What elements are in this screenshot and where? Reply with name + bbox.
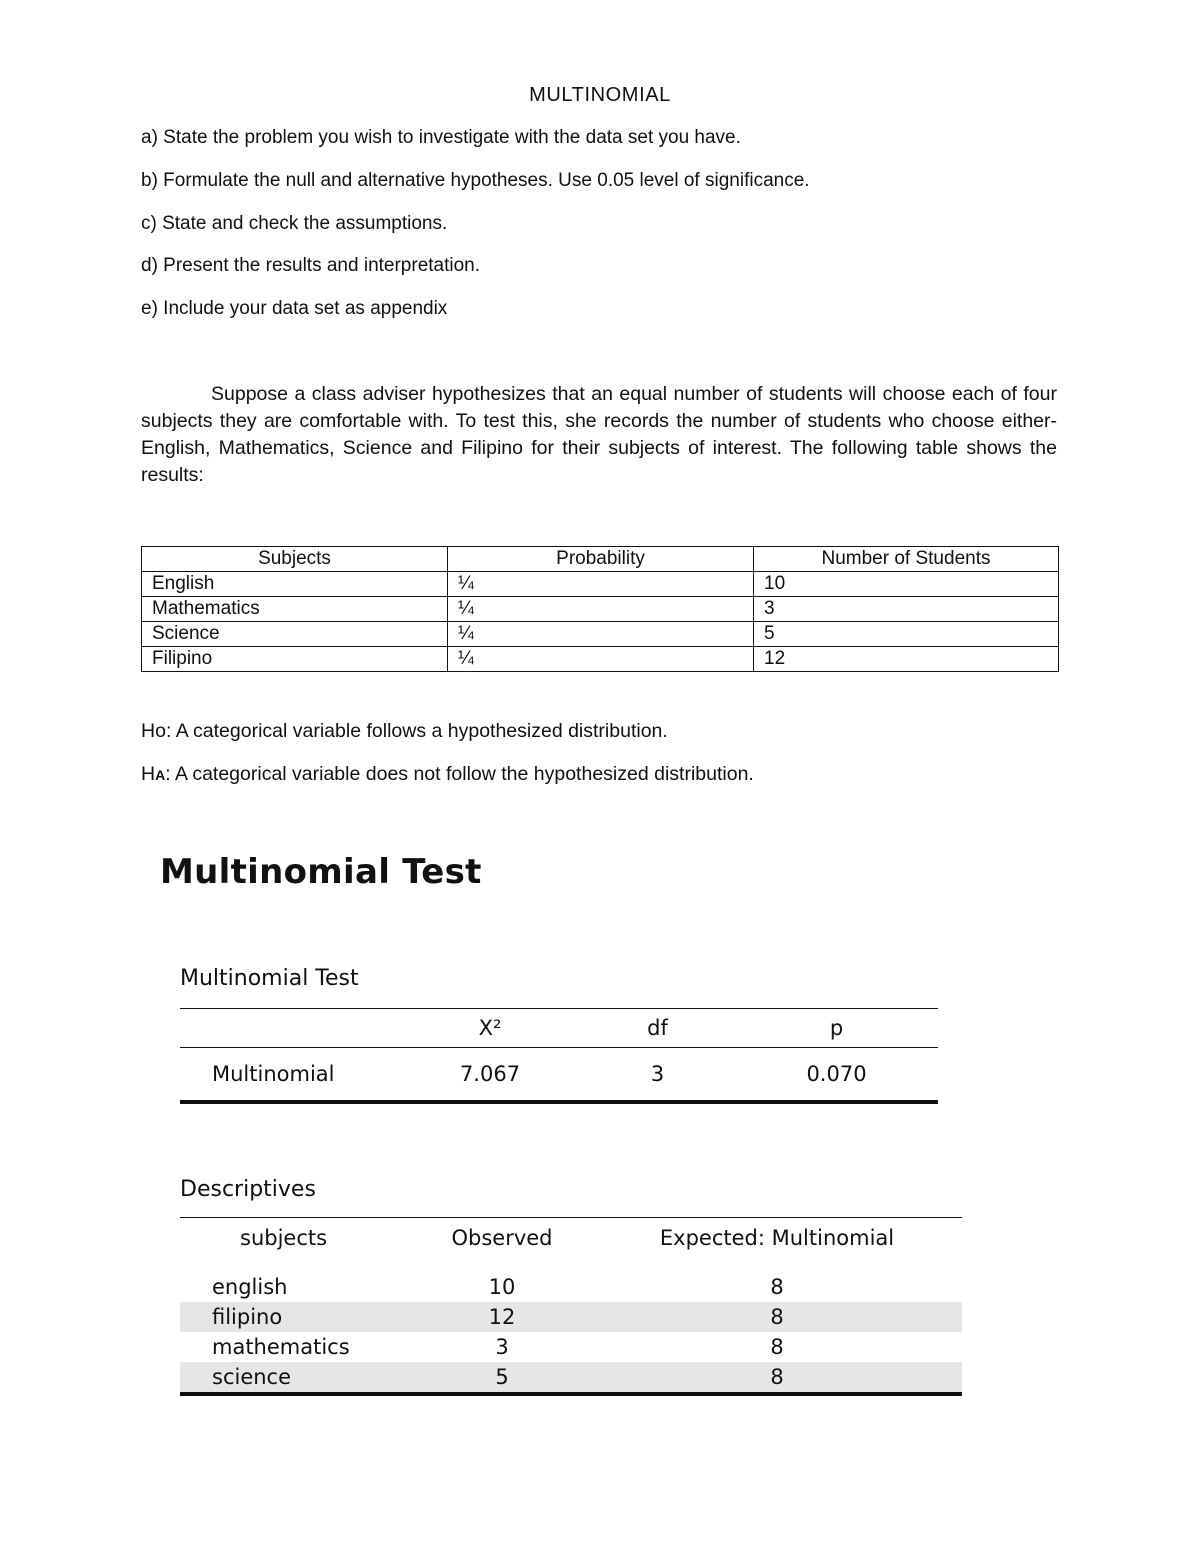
test-name-cell: Multinomial (212, 1062, 335, 1086)
expected-cell: 8 (770, 1275, 784, 1299)
df-value: 3 (650, 1062, 665, 1086)
subject-cell: Science (142, 622, 448, 647)
probability-cell: ¼ (448, 572, 754, 597)
subject-cell: Mathematics (142, 597, 448, 622)
descriptives-table (180, 1217, 962, 1396)
header-chi-square: X² (478, 1016, 502, 1040)
observed-cell: 12 (488, 1305, 516, 1329)
subject-cell: filipino (212, 1305, 283, 1329)
subjects-table (141, 546, 1059, 672)
table-row (180, 1302, 962, 1332)
table-row (142, 647, 1059, 672)
table-row (180, 1362, 962, 1392)
alt-hypothesis-label: H (141, 763, 156, 785)
question-a: a) State the problem you wish to investigate with the data set you have. (141, 127, 741, 148)
question-e: e) Include your data set as appendix (141, 298, 448, 319)
null-hypothesis-text: : A categorical variable follows a hypothesized distribution. (165, 720, 668, 742)
question-d: d) Present the results and interpretation. (141, 255, 481, 276)
count-cell: 12 (754, 647, 1059, 672)
expected-cell: 8 (770, 1365, 784, 1389)
header-subjects: subjects (240, 1226, 328, 1250)
observed-cell: 3 (495, 1335, 509, 1359)
subject-cell: English (142, 572, 448, 597)
null-hypothesis-label: Ho (141, 720, 166, 742)
output-main-title: Multinomial Test (160, 852, 482, 892)
subject-cell: Filipino (142, 647, 448, 672)
header-probability: Probability (448, 547, 754, 572)
null-hypothesis (141, 720, 668, 743)
test-table-header (180, 1009, 938, 1048)
header-observed: Observed (451, 1226, 553, 1250)
subjects-table-header (142, 547, 1059, 572)
multinomial-test-table (180, 1008, 938, 1104)
header-p: p (829, 1016, 844, 1040)
p-value: 0.070 (806, 1062, 867, 1086)
question-b: b) Formulate the null and alternative hypotheses. Use 0.05 level of significance. (141, 170, 810, 191)
header-df: df (647, 1016, 668, 1040)
subject-cell: english (212, 1275, 288, 1299)
problem-paragraph: Suppose a class adviser hypothesizes that an equal number of students will choose each of four subjects they are comfortable with. To test this, she records the number of students who choose either- English, Mathematics, Science and Filipino for their subjects of interest. The following table shows the results: (141, 383, 1057, 486)
chi-square-value: 7.067 (459, 1062, 521, 1086)
subject-cell: mathematics (212, 1335, 350, 1359)
probability-cell: ¼ (448, 622, 754, 647)
expected-cell: 8 (770, 1305, 784, 1329)
count-cell: 10 (754, 572, 1059, 597)
count-cell: 3 (754, 597, 1059, 622)
header-number-of-students: Number of Students (754, 547, 1059, 572)
subject-cell: science (212, 1365, 292, 1389)
table-row (180, 1332, 962, 1362)
test-table-title: Multinomial Test (180, 966, 359, 991)
table-row (142, 622, 1059, 647)
header-expected: Expected: Multinomial (659, 1226, 895, 1250)
probability-cell: ¼ (448, 647, 754, 672)
observed-cell: 10 (488, 1275, 516, 1299)
table-row (180, 1048, 938, 1104)
descriptives-header (180, 1218, 962, 1258)
table-row (142, 597, 1059, 622)
alt-hypothesis-text: : A categorical variable does not follow the hypothesized distribution. (165, 763, 754, 785)
alternative-hypothesis (141, 763, 754, 786)
table-row (142, 572, 1059, 597)
question-c: c) State and check the assumptions. (141, 213, 448, 234)
alt-hypothesis-subscript: A (155, 767, 166, 783)
document-title: MULTINOMIAL (529, 84, 671, 106)
probability-cell: ¼ (448, 597, 754, 622)
count-cell: 5 (754, 622, 1059, 647)
header-subjects: Subjects (142, 547, 448, 572)
expected-cell: 8 (770, 1335, 784, 1359)
observed-cell: 5 (495, 1365, 509, 1389)
descriptives-title: Descriptives (180, 1177, 316, 1202)
table-row (180, 1272, 962, 1302)
